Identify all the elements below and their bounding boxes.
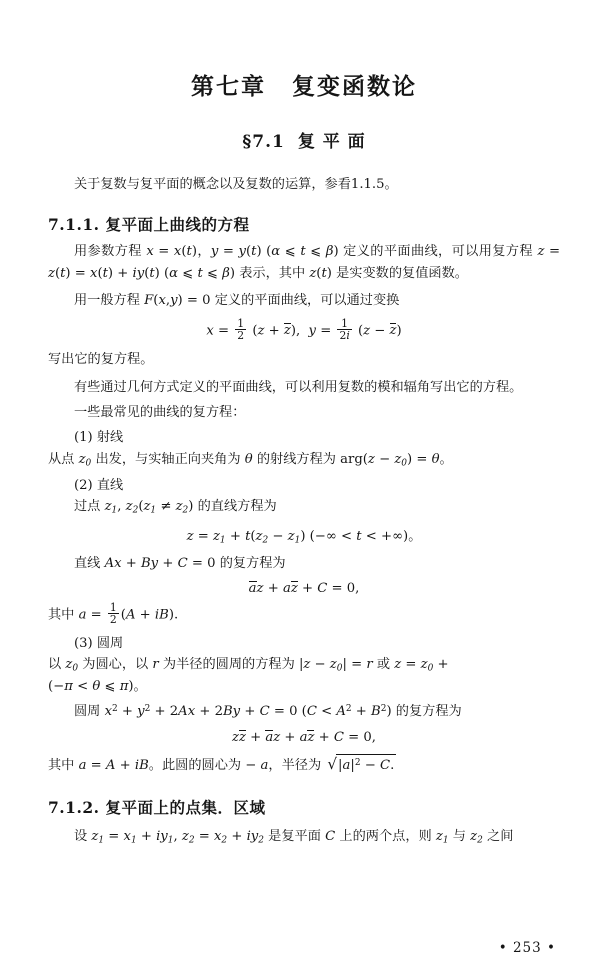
paragraph-8: 直线 Ax + By + C = 0 的复方程为 [74, 555, 286, 571]
equation-4: zz + az + az + C = 0, [232, 729, 376, 745]
subsection-2-title: 复平面上的点集．区域 [105, 798, 266, 818]
subsection-1-heading [48, 213, 560, 235]
equation-2: $z = z_1 + t(z_2 - z_1)$ (−∞ < t < +∞)。 [186, 529, 422, 546]
paragraph-13: 设 $z_1 = x_1 + iy_1$, $z_2 = x_2 + iy_2$ 是复平面 C 上的两个点，则 $z_1$ 与 $z_2$ 之间 [74, 829, 514, 846]
paragraph-9: 其中 a = $\frac{1}{2}$ (A + iB). [48, 601, 179, 627]
paragraph-4: 有些通过几何方式定义的平面曲线，可以利用复数的模和辐角写出它的方程。 [74, 379, 523, 395]
list-item-3: (3) 圆周 [74, 635, 124, 651]
paragraph-6: 从点 $z_0$ 出发，与实轴正向夹角为 θ 的射线方程为 $arg(z - z_0) = \theta$。 [48, 451, 453, 469]
section-number: §7.1 [242, 132, 285, 152]
paragraph-3: 写出它的复方程。 [48, 352, 154, 368]
list-item-1: (1) 射线 [74, 430, 124, 446]
equation-3: az + az + C = 0, [248, 581, 360, 596]
paragraph-1: 用参数方程 x = x(t)，y = y(t) (α ⩽ t ⩽ β) 定义的平面曲线，可以用复方程 z = z(t) = x(t) + iy(t) (α ⩽ t ⩽ β) 表示，其中 z(t) 是实变数的复值函数。 [48, 244, 561, 281]
page-number: • 253 • [498, 940, 556, 956]
paragraph-10: 以 $z_0$ 为圆心，以 r 为半径的圆周的方程为 $|z - z_0| = r$ 或 $z = z_0$ + (−π < θ ⩽ π)。 [48, 657, 449, 695]
list-item-2: (2) 直线 [74, 477, 124, 493]
subsection-1-number: 7.1.1. [48, 215, 100, 235]
chapter-name: 复变函数论 [292, 73, 417, 100]
intro-paragraph: 关于复数与复平面的概念以及复数的运算，参看1.1.5。 [74, 177, 398, 192]
paragraph-7: 过点 $z_1$, $z_2(z_1 \ne z_2)$ 的直线方程为 [74, 499, 277, 516]
subsection-1-title: 复平面上曲线的方程 [105, 215, 250, 235]
equation-1: x = $\frac{1}{2}$ (z + z), y = $\frac{1}{2i}$ (z − z) [206, 316, 402, 342]
chapter-title [48, 68, 560, 101]
subsection-2-number: 7.1.2. [48, 798, 100, 818]
paragraph-12: 其中 a = A + iB。此圆的圆心为 − a，半径为 $√|a|^2 - C$. [48, 752, 560, 777]
paragraph-11: 圆周 $x^2 + y^2 + 2Ax + 2By + C = 0$ $(C < A^2 + B^2)$ 的复方程为 [74, 704, 462, 720]
chapter-number: 第七章 [191, 73, 266, 100]
subsection-2-heading [48, 796, 560, 818]
section-title [48, 127, 560, 152]
page-content [48, 58, 560, 848]
paragraph-5: 一些最常见的曲线的复方程： [74, 404, 246, 420]
paragraph-2: 用一般方程 F(x,y) = 0 定义的平面曲线，可以通过变换 [74, 293, 400, 309]
section-name: 复 平 面 [297, 132, 366, 152]
